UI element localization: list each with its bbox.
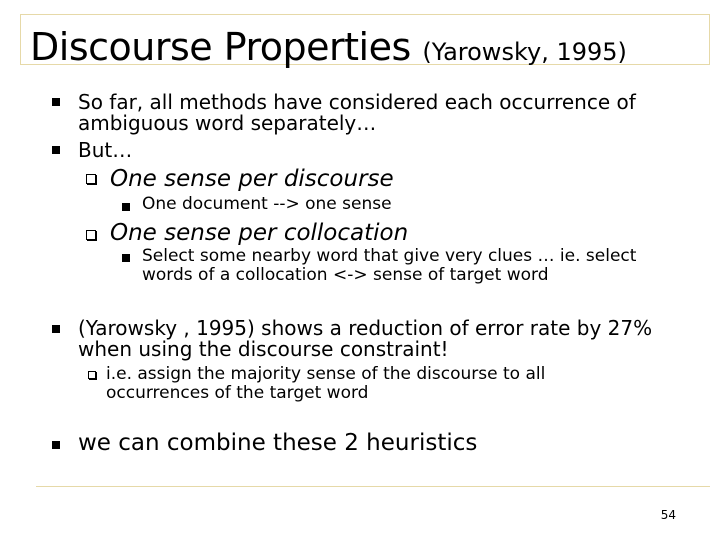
title-citation: (Yarowsky, 1995) [422,38,627,66]
bullet-line: when using the discourse constraint! [78,337,449,361]
bullet-line: we can combine these 2 heuristics [78,430,478,456]
sub-sub-bullet-item [142,247,636,285]
sub-bullet-square-icon [86,174,96,184]
frame-top-line [20,14,710,15]
bullet-square-icon [52,98,60,106]
sub-bullet-item [110,166,394,192]
sub-bullet-square-icon [88,371,96,379]
bullet-line: So far, all methods have considered each occurrence of [78,90,636,114]
sub-sub-bullet-line: words of a collocation <-> sense of target word [142,265,549,285]
bullet-item [78,430,477,456]
bullet-line: But… [78,138,133,162]
sub-bullet-square-icon [86,230,96,240]
footer-line [36,486,710,487]
sub-sub-bullet-line: Select some nearby word that give very clues … ie. select [142,246,637,266]
title-main: Discourse Properties [30,25,411,69]
sub-bullet-line: One sense per discourse [110,166,394,192]
sub-sub-bullet-line: One document --> one sense [142,194,392,214]
bullet-line: (Yarowsky , 1995) shows a reduction of error rate by 27% [78,316,653,340]
bullet-item [78,318,652,360]
sub-bullet-line: occurrences of the target word [106,383,369,403]
sub-sub-bullet-square-icon [122,203,130,211]
slide-title [30,22,710,77]
bullet-line: ambiguous word separately… [78,111,377,135]
frame-left-line [20,14,21,64]
sub-sub-bullet-square-icon [122,254,130,262]
page-number: 54 [660,508,676,522]
sub-bullet-line: One sense per collocation [110,220,409,246]
sub-sub-bullet-item [142,195,392,214]
bullet-item [78,92,636,134]
bullet-square-icon [52,325,60,333]
bullet-square-icon [52,441,60,449]
bullet-item [78,140,132,161]
sub-bullet-item [106,365,545,403]
sub-bullet-line: i.e. assign the majority sense of the discourse to all [106,364,546,384]
sub-bullet-item [110,220,408,246]
bullet-square-icon [52,146,60,154]
